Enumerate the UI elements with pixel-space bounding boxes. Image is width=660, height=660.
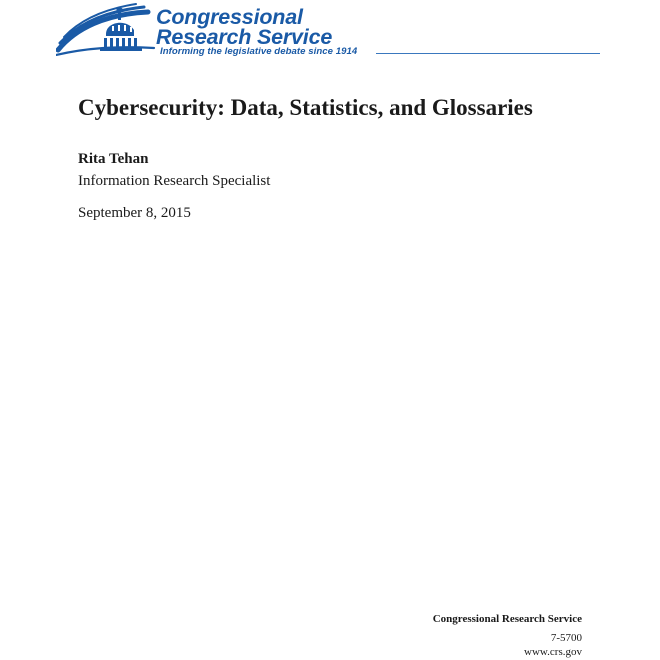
logo-name-line1: Congressional [156,5,303,29]
document-title: Cybersecurity: Data, Statistics, and Glossaries [78,95,533,120]
author-name: Rita Tehan [78,151,149,167]
crs-logo [56,0,606,62]
footer-organization: Congressional Research Service [432,613,582,625]
footer [433,612,582,660]
publication-date: September 8, 2015 [78,205,191,221]
header-rule [376,53,600,54]
footer-url[interactable]: www.crs.gov [524,646,582,658]
logo-tagline: Informing the legislative debate since 1914 [160,46,358,57]
author-role: Information Research Specialist [78,173,271,189]
capitol-dome-icon [56,0,156,56]
logo-name-line2: Research Service [156,25,333,49]
report-number: 7-5700 [550,632,582,644]
